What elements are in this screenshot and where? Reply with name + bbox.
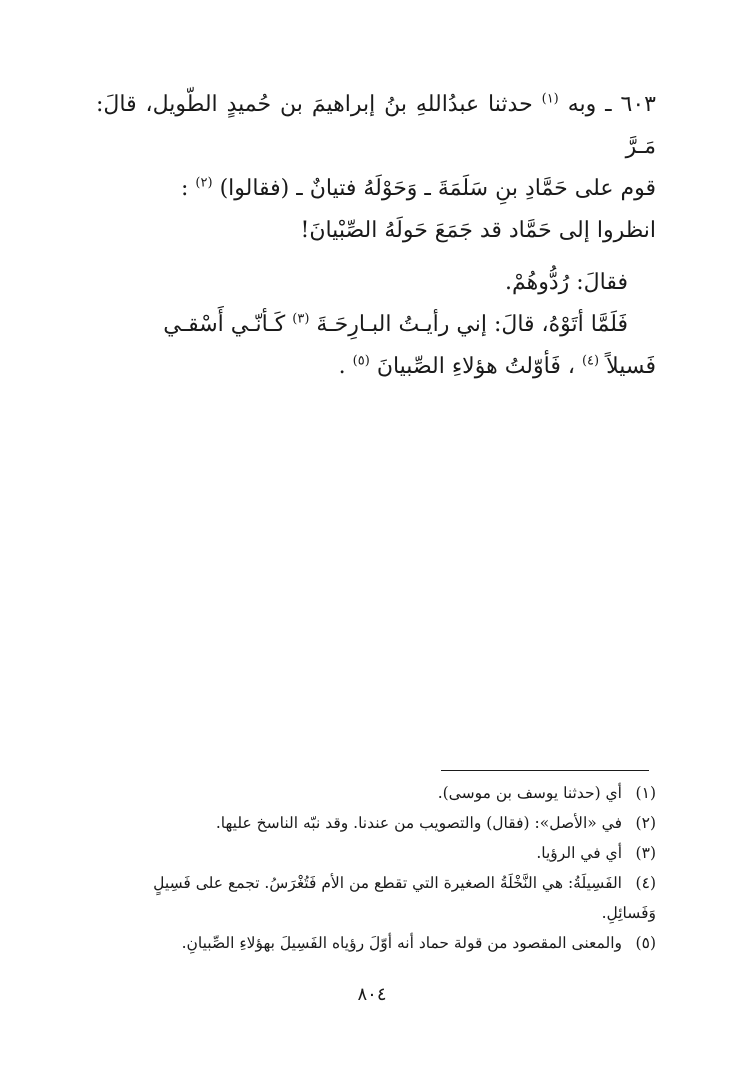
hadith-line-4-text: فقالَ: رُدُّوهُمْ. bbox=[504, 270, 628, 295]
hadith-line-2 bbox=[96, 168, 656, 210]
footnote-ref-4[interactable]: (٤) bbox=[581, 353, 600, 369]
footnote-2 bbox=[94, 808, 656, 838]
footnote-4 bbox=[94, 868, 656, 898]
footnote-text: في «الأصل»: (فقال) والتصويب من عندنا. وقد نبّه الناسخ عليها. bbox=[215, 814, 622, 832]
footnote-number: (٤) bbox=[635, 874, 656, 892]
hadith-line-4 bbox=[96, 262, 656, 304]
footnote-number: (٣) bbox=[635, 844, 656, 862]
footnote-ref-3[interactable]: (٣) bbox=[292, 311, 310, 327]
hadith-line-3 bbox=[96, 210, 656, 252]
hadith-line-5-text-a: فَلَمَّا أتَوْهُ، قالَ: إني رأيـتُ البـارِحَـةَ bbox=[316, 312, 628, 337]
footnote-ref-2[interactable]: (٢) bbox=[195, 175, 213, 191]
hadith-text bbox=[96, 84, 656, 388]
footnote-text: والمعنى المقصود من قولة حماد أنه أوّلَ رؤياه الفَسِيلَ بهؤلاءِ الصِّبيانِ. bbox=[181, 934, 622, 952]
hadith-line-6 bbox=[96, 346, 656, 388]
hadith-number-intro: ٦٠٣ ـ وبه bbox=[567, 92, 656, 117]
footnote-text: أي (حدثنا يوسف بن موسى). bbox=[437, 784, 622, 802]
hadith-line-6-text-b: ، فَأوّلتُ هؤلاءِ الصِّبيانَ bbox=[376, 354, 575, 379]
footnote-number: (٢) bbox=[635, 814, 656, 832]
footnote-ref-5[interactable]: (٥) bbox=[352, 353, 370, 369]
footnote-5 bbox=[94, 928, 656, 958]
hadith-line-2-text: قوم على حَمَّادِ بنِ سَلَمَةَ ـ وَحَوْلَهُ فتيانٌ ـ (فقالوا) bbox=[219, 176, 656, 201]
footnote-text: وَفَسائِلِ. bbox=[601, 904, 656, 922]
footnote-number: (١) bbox=[635, 784, 656, 802]
footnote-text: الفَسِيلَةُ: هي النَّخْلَةُ الصغيرة التي تقطع من الأم فَتُغْرَسُ. تجمع على فَسِيلٍ bbox=[153, 874, 622, 892]
hadith-line-5 bbox=[96, 304, 656, 346]
hadith-line-1 bbox=[96, 84, 656, 168]
footnote-divider bbox=[441, 770, 649, 771]
hadith-line-6-period: . bbox=[338, 354, 346, 379]
hadith-line-3-text: انظروا إلى حَمَّاد قد جَمَعَ حَولَهُ الصِّبْيانَ! bbox=[300, 218, 656, 243]
footnote-1 bbox=[94, 778, 656, 808]
hadith-line-6-text-a: فَسيلاً bbox=[606, 354, 656, 379]
hadith-line-5-text-b: كَـأنّـي أَسْقـي bbox=[163, 312, 286, 337]
hadith-line-1-text: حدثنا عبدُاللهِ بنُ إبراهيمَ بن حُميدٍ الطّويل، قالَ: مَـرَّ bbox=[96, 92, 656, 159]
footnote-ref-1[interactable]: (١) bbox=[541, 91, 559, 107]
footnote-4-continuation bbox=[94, 898, 656, 928]
footnote-text: أي في الرؤيا. bbox=[536, 844, 622, 862]
footnote-number: (٥) bbox=[635, 934, 656, 952]
hadith-line-2-colon: : bbox=[181, 176, 189, 201]
footnote-3 bbox=[94, 838, 656, 868]
page-number: ٨٠٤ bbox=[357, 984, 387, 1005]
footnotes-section bbox=[94, 778, 656, 958]
